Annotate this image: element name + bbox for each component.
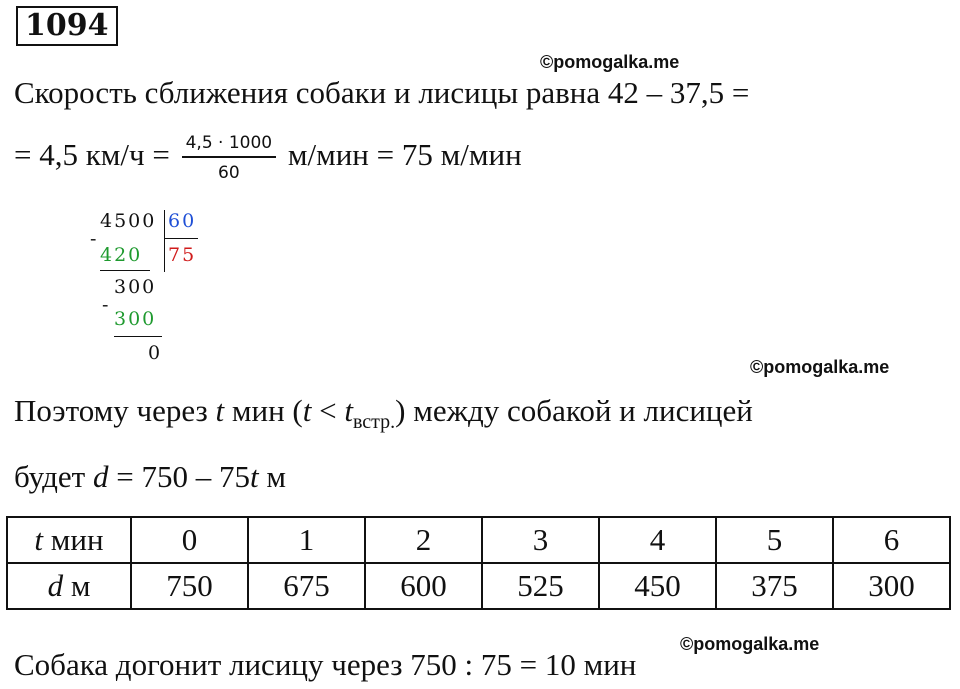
var-t: t	[302, 393, 312, 428]
subscript-meet: встр.	[352, 411, 396, 434]
var-t: t	[34, 522, 44, 557]
division-vertical-bar	[164, 210, 165, 272]
table-cell: 450	[599, 563, 716, 609]
table-cell: 300	[833, 563, 950, 609]
text-line-5: Собака догонит лисицу через 750 : 75 = 10 мин	[14, 647, 637, 682]
var-t: t	[215, 393, 225, 428]
problem-number: 1094	[16, 6, 118, 46]
watermark-bottom: ©pomogalka.me	[680, 634, 820, 654]
line3-text-b: мин (	[224, 393, 303, 428]
line4-text-c: м	[258, 459, 286, 494]
less-than: <	[311, 393, 345, 428]
subtrahend-2: 300	[114, 308, 157, 330]
table-cell: 0	[131, 517, 248, 563]
var-d: d	[92, 459, 109, 494]
unit-min: мин	[43, 522, 104, 557]
quotient: 75	[168, 244, 197, 266]
line4-text-a: будет	[14, 459, 93, 494]
text-line-3	[14, 392, 753, 441]
table-row-t	[7, 517, 950, 563]
division-line-1	[100, 270, 150, 271]
var-t-meet: t	[344, 393, 353, 428]
table-cell: 675	[248, 563, 365, 609]
divisor: 60	[168, 210, 197, 232]
table-cell: 1	[248, 517, 365, 563]
row-header-d	[7, 563, 131, 609]
table-cell: 525	[482, 563, 599, 609]
remainder-final: 0	[148, 342, 163, 364]
long-division	[88, 206, 218, 366]
var-d: d	[47, 568, 64, 603]
text-line-1: Скорость сближения собаки и лисицы равна 42 – 37,5 =	[14, 75, 750, 110]
remainder-1: 300	[114, 276, 157, 298]
row-header-t	[7, 517, 131, 563]
division-line-2	[114, 336, 162, 337]
table-cell: 5	[716, 517, 833, 563]
minus-sign-2: -	[102, 294, 111, 316]
line4-text-b: = 750 – 75	[108, 459, 250, 494]
division-divisor-line	[164, 238, 198, 239]
table-cell: 6	[833, 517, 950, 563]
fraction	[182, 132, 277, 184]
line3-text-a: Поэтому через	[14, 393, 216, 428]
unit-m: м	[63, 568, 91, 603]
text-line-4	[14, 458, 286, 496]
fraction-denominator: 60	[218, 163, 240, 183]
table-cell: 4	[599, 517, 716, 563]
fraction-numerator: 4,5 · 1000	[182, 132, 277, 158]
watermark-top: ©pomogalka.me	[540, 52, 680, 72]
table-cell: 750	[131, 563, 248, 609]
values-table	[6, 516, 951, 610]
dividend: 4500	[100, 210, 157, 232]
watermark-middle: ©pomogalka.me	[750, 357, 890, 377]
table-cell: 2	[365, 517, 482, 563]
text-line-2	[14, 132, 522, 184]
var-t: t	[249, 459, 259, 494]
table-cell: 375	[716, 563, 833, 609]
line3-text-c: ) между собакой и лисицей	[395, 393, 753, 428]
line2-suffix: м/мин = 75 м/мин	[287, 137, 522, 173]
table-row-d	[7, 563, 950, 609]
table-cell: 3	[482, 517, 599, 563]
subtrahend-1: 420	[100, 244, 143, 266]
minus-sign-1: -	[90, 228, 99, 250]
line2-prefix: = 4,5 км/ч =	[14, 137, 170, 173]
table-cell: 600	[365, 563, 482, 609]
